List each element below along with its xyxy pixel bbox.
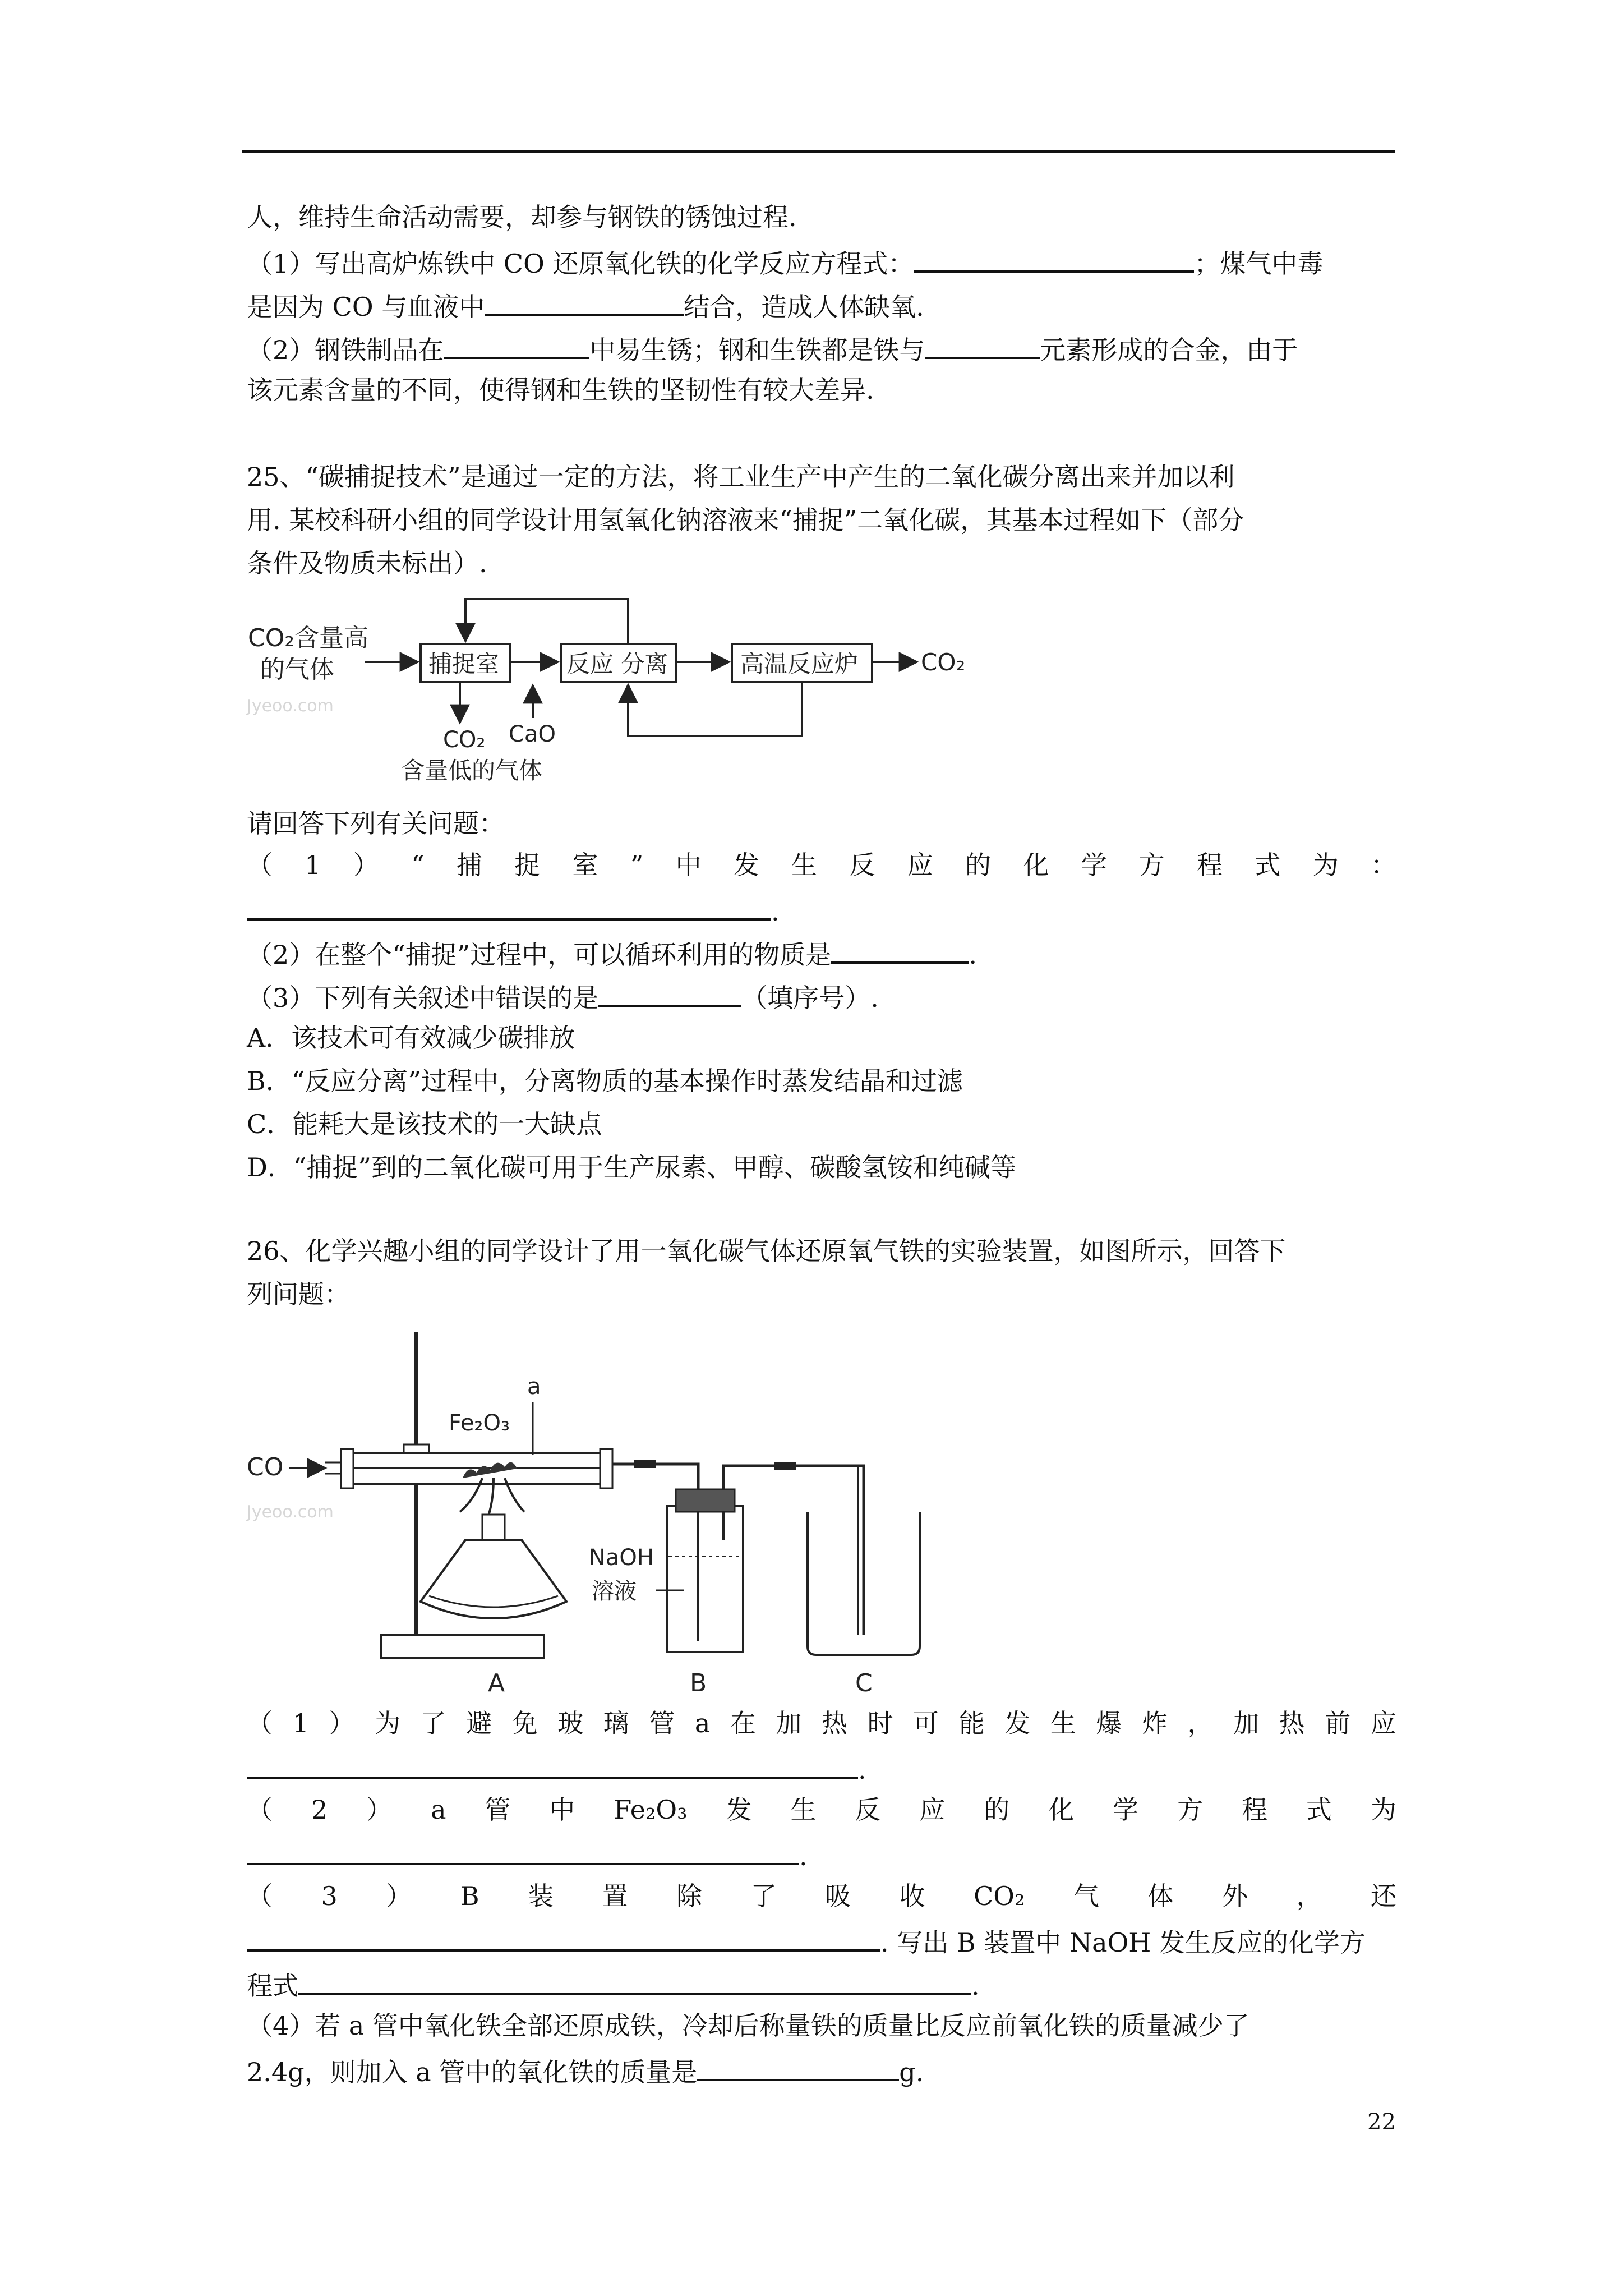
spaced-char: 反: [855, 1795, 881, 1825]
naoh-label: NaOH: [589, 1545, 654, 1571]
co-reduction-apparatus: [241, 1321, 993, 1703]
spaced-char: 2: [311, 1795, 328, 1825]
q24-part1: （1）写出高炉炼铁中 CO 还原氧化铁的化学反应方程式： ；煤气中毒: [247, 242, 1396, 282]
spaced-char: 热: [1279, 1708, 1305, 1738]
apparatus-label-a: A: [488, 1669, 505, 1697]
spaced-char: ）: [353, 850, 379, 880]
spaced-char: ）: [386, 1881, 412, 1911]
spaced-char: ：: [1370, 850, 1396, 880]
spaced-char: 捕: [456, 850, 482, 880]
answer-blank[interactable]: [298, 1964, 971, 1995]
carbon-capture-flowchart: [241, 583, 1004, 791]
spaced-char: 体: [1147, 1881, 1174, 1911]
answer-blank[interactable]: [247, 890, 771, 921]
q26-q4-line1: （4）若 a 管中氧化铁全部还原成铁，冷却后称量铁的质量比反应前氧化铁的质量减少了: [247, 2010, 1249, 2041]
spaced-char: 玻: [557, 1708, 584, 1738]
spaced-char: B: [460, 1881, 479, 1911]
q24-part2-cont: 该元素含量的不同，使得钢和生铁的坚韧性有较大差异.: [247, 375, 874, 405]
flow-input-label: CO₂含量高: [248, 624, 368, 652]
wash-bottle-b: [667, 1506, 743, 1652]
answer-blank[interactable]: [914, 242, 1194, 273]
spaced-char: （: [247, 850, 273, 880]
spaced-char: （: [247, 1795, 273, 1825]
lamp-wick: [482, 1515, 505, 1540]
q25-q1-spaced: [247, 847, 1396, 883]
spaced-char: a: [431, 1795, 446, 1825]
spaced-char: 外: [1221, 1881, 1248, 1911]
answer-blank[interactable]: [598, 977, 741, 1007]
spaced-char: 化: [1048, 1795, 1075, 1825]
spaced-char: 反: [849, 850, 875, 880]
spaced-char: 室: [572, 850, 598, 880]
answer-blank[interactable]: [444, 329, 589, 359]
spaced-char: 中: [549, 1795, 575, 1825]
spaced-char: ”: [630, 850, 644, 880]
spaced-char: Fe₂O₃: [614, 1795, 688, 1825]
spaced-char: 发: [733, 850, 759, 880]
spaced-char: 管: [649, 1708, 675, 1738]
q24-part1-cont: 是因为 CO 与血液中 结合，造成人体缺氧.: [247, 286, 1396, 325]
flow-cao-label: CaO: [509, 721, 556, 747]
q24-part2: （2）钢铁制品在 中易生锈；钢和生铁都是铁与 元素形成的合金，由于: [247, 329, 1396, 368]
header-rule: [242, 150, 1395, 153]
flow-recycle-line-bottom: [628, 682, 802, 736]
q26-q2-spaced: [247, 1792, 1396, 1828]
answer-blank[interactable]: [247, 1749, 858, 1779]
flow-input-label: 的气体: [260, 655, 334, 684]
q25-line1: 25、“碳捕捉技术”是通过一定的方法，将工业生产中产生的二氧化碳分离出来并加以利: [247, 462, 1235, 492]
spaced-char: 免: [511, 1708, 538, 1738]
spaced-char: 的: [984, 1795, 1010, 1825]
answer-blank[interactable]: [485, 286, 684, 316]
spaced-char: 热: [822, 1708, 848, 1738]
spaced-char: 在: [730, 1708, 756, 1738]
spaced-char: 了: [750, 1881, 777, 1911]
q25-prompt: 请回答下列有关问题：: [247, 808, 505, 839]
q26-q1-answer: .: [247, 1749, 1396, 1788]
answer-blank[interactable]: [831, 933, 969, 964]
q25-option-d: D．“捕捉”到的二氧化碳可用于生产尿素、甲醇、碳酸氢铵和纯碱等: [247, 1152, 1016, 1182]
q26-line2: 列问题：: [247, 1279, 350, 1309]
spaced-char: 前: [1325, 1708, 1351, 1738]
spaced-char: 方: [1138, 850, 1165, 880]
spaced-char: ，: [1187, 1708, 1214, 1738]
spaced-char: 程: [1242, 1795, 1267, 1825]
q26-q3-equation: 程式 .: [247, 1964, 1396, 2004]
spaced-char: 管: [485, 1795, 511, 1825]
spaced-char: “: [411, 850, 425, 880]
spaced-char: 应: [907, 850, 933, 880]
flow-box-label: 反应 分离: [566, 650, 668, 678]
spaced-char: ）: [366, 1795, 393, 1825]
spaced-char: 生: [1050, 1708, 1076, 1738]
q25-q2: （2）在整个“捕捉”过程中，可以循环利用的物质是 .: [247, 933, 1396, 973]
spaced-char: 学: [1081, 850, 1107, 880]
spaced-char: （: [247, 1708, 273, 1738]
q26-q4-line2: 2.4g，则加入 a 管中的氧化铁的质量是 g.: [247, 2051, 1396, 2090]
apparatus-label-c: C: [855, 1669, 873, 1697]
q25-q3: （3）下列有关叙述中错误的是 （填序号）.: [247, 977, 1396, 1016]
spaced-char: 避: [466, 1708, 492, 1738]
q26-q2-answer: .: [247, 1835, 1396, 1874]
q25-option-a: A．该技术可有效减少碳排放: [247, 1023, 575, 1053]
spaced-char: 收: [899, 1881, 925, 1911]
spaced-char: 的: [965, 850, 991, 880]
spaced-char: 加: [1233, 1708, 1260, 1738]
spaced-char: 生: [790, 1795, 817, 1825]
q25-option-c: C．能耗大是该技术的一大缺点: [247, 1109, 602, 1139]
answer-blank[interactable]: [697, 2051, 899, 2081]
spaced-char: 应: [1370, 1708, 1396, 1738]
answer-blank[interactable]: [925, 329, 1040, 359]
spaced-char: 时: [867, 1708, 893, 1738]
spaced-char: 中: [675, 850, 702, 880]
co-label: CO: [247, 1453, 284, 1481]
spaced-char: 1: [305, 850, 321, 880]
flow-output-label: CO₂: [921, 648, 966, 676]
fe2o3-label: Fe₂O₃: [449, 1410, 510, 1436]
answer-blank[interactable]: [247, 1835, 799, 1865]
q26-line1: 26、化学兴趣小组的同学设计了用一氧化碳气体还原氧气铁的实验装置，如图所示，回答下: [247, 1236, 1286, 1266]
watermark: Jyeoo.com: [247, 1502, 334, 1522]
spaced-char: 为: [1370, 1795, 1396, 1825]
watermark: Jyeoo.com: [247, 696, 334, 716]
spaced-char: 置: [602, 1881, 628, 1911]
q24-line1: 人，维持生命活动需要，却参与钢铁的锈蚀过程.: [247, 202, 797, 232]
naoh-label: 溶液: [592, 1579, 637, 1604]
flow-box-label: 捕捉室: [428, 650, 500, 678]
q26-q3-spaced: [247, 1878, 1396, 1914]
q26-q3-answer: . 写出 B 装置中 NaOH 发生反应的化学方: [247, 1921, 1396, 1961]
apparatus-label-b: B: [690, 1669, 707, 1697]
spaced-char: 了: [420, 1708, 446, 1738]
q25-line2: 用. 某校科研小组的同学设计用氢氧化钠溶液来“捕捉”二氧化碳，其基本过程如下（部分: [247, 505, 1244, 535]
spaced-char: 程: [1197, 850, 1223, 880]
spaced-char: 3: [321, 1881, 338, 1911]
spaced-char: 学: [1113, 1795, 1139, 1825]
connecting-tube: [723, 1466, 864, 1635]
flow-recycle-line-top: [465, 599, 628, 644]
spaced-char: ）: [329, 1708, 355, 1738]
spaced-char: 生: [791, 850, 818, 880]
flow-box-label: 高温反应炉: [740, 650, 859, 678]
spaced-char: 捉: [514, 850, 541, 880]
spaced-char: 装: [528, 1881, 554, 1911]
spaced-char: CO₂: [974, 1881, 1025, 1911]
spaced-char: 1: [292, 1708, 309, 1738]
spaced-char: 化: [1023, 850, 1049, 880]
q26-q1-spaced: [247, 1705, 1396, 1741]
spaced-char: 发: [726, 1795, 752, 1825]
spaced-char: 吸: [825, 1881, 851, 1911]
flow-low-label: CO₂: [443, 727, 486, 753]
stand-base: [381, 1635, 544, 1658]
spaced-char: （: [247, 1881, 273, 1911]
spaced-char: 能: [958, 1708, 985, 1738]
spaced-char: a: [694, 1708, 711, 1738]
spaced-char: 璃: [603, 1708, 629, 1738]
spaced-char: 可: [913, 1708, 939, 1738]
spaced-char: 气: [1073, 1881, 1099, 1911]
spaced-char: 炸: [1141, 1708, 1168, 1738]
page-number: 22: [1367, 2109, 1396, 2135]
q25-option-b: B．“反应分离”过程中，分离物质的基本操作时蒸发结晶和过滤: [247, 1066, 963, 1096]
answer-blank[interactable]: [247, 1921, 880, 1952]
q25-line3: 条件及物质未标出）.: [247, 548, 487, 578]
spaced-char: 除: [676, 1881, 703, 1911]
spaced-char: 式: [1306, 1795, 1332, 1825]
spaced-char: 方: [1177, 1795, 1204, 1825]
spaced-char: 还: [1370, 1881, 1396, 1911]
spaced-char: ，: [1296, 1881, 1322, 1911]
tube-label-a: a: [527, 1374, 541, 1400]
spaced-char: 式: [1255, 850, 1281, 880]
spaced-char: 为: [1312, 850, 1339, 880]
flow-low-label: 含量低的气体: [401, 757, 543, 784]
spaced-char: 应: [919, 1795, 946, 1825]
spaced-char: 为: [374, 1708, 400, 1738]
spaced-char: 加: [776, 1708, 802, 1738]
q25-q1-answer: .: [247, 890, 1396, 930]
spaced-char: 发: [1004, 1708, 1031, 1738]
spaced-char: 爆: [1096, 1708, 1122, 1738]
